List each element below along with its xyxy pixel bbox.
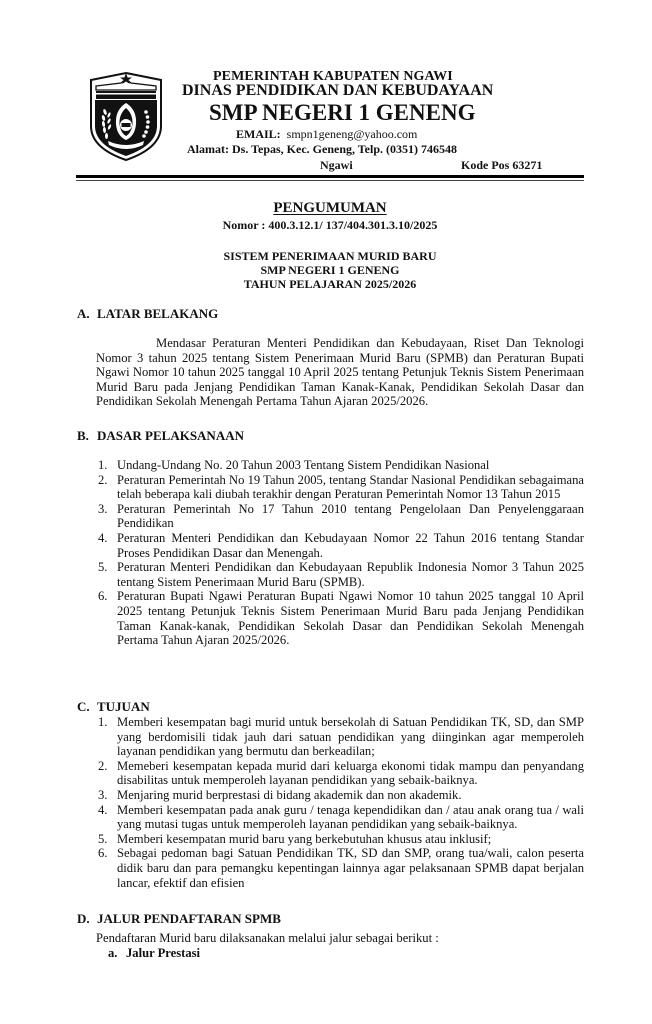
list-text: Peraturan Menteri Pendidikan dan Kebudayaan Nomor 22 Tahun 2016 tentang Standar Proses Pendidikan Dasar dan Menengah. (117, 530, 584, 560)
list-item (96, 458, 584, 473)
subsection-letter: a. (108, 946, 118, 960)
email-link[interactable]: smpn1geneng@yahoo.com (286, 127, 418, 141)
list-item (96, 715, 584, 759)
list-text: Sebagai pedoman bagi Satuan Pendidikan TK, SD dan SMP, orang tua/wali, calon peserta didik baru dan para pemangku kepentingan lainnya agar pelaksanaan SPMB dapat berjalan lancar, efektif dan efisien (117, 846, 584, 890)
subtitle-line: TAHUN PELAJARAN 2025/2026 (243, 277, 417, 291)
letterhead-city: Ngawi (320, 158, 353, 172)
paragraph-text: Mendasar Peraturan Menteri Pendidikan dan Kebudayaan, Riset Dan Teknologi Nomor 3 tahun 2025 tentang Sistem Penerimaan Murid Baru (SPMB) dan Peraturan Bupati Ngawi Nomor 10 tahun 2025 tanggal 10 April 2025 tentang Petunjuk Teknis Sistem Penerimaan Murid Baru pada Jenjang Pendidikan Taman Kanak-Kanak, Pendidikan Sekolah Dasar dan Pendidikan Sekolah Menengah Pertama Tahun Ajaran 2025/2026. (96, 336, 584, 409)
list-text: Memeberi kesempatan kepada murid dari keluarga ekonomi tidak mampu dan penyandang disabilitas untuk memperoleh layanan pendidikan yang sebaik-baiknya. (117, 758, 584, 788)
list-text: Peraturan Menteri Pendidikan dan Kebudayaan Republik Indonesia Nomor 3 Tahun 2025 tentang Sistem Penerimaan Murid Baru (SPMB). (117, 560, 584, 589)
section-d-heading (77, 911, 281, 927)
list-number: 1. (98, 715, 108, 729)
list-number: 1. (98, 458, 108, 472)
list-item (96, 473, 584, 502)
list-number: 2. (98, 758, 108, 773)
letterhead-postal-code: Kode Pos 63271 (461, 158, 543, 172)
list-text: Peraturan Bupati Ngawi Peraturan Bupati Ngawi Nomor 10 tahun 2025 tanggal 10 April 2025 tentang Petunjuk Teknis Sistem Penerimaan Murid Baru pada Jenjang Pendidikan Taman Kanak-kanak, Pendidikan Sekolah Dasar dan Pendidikan Sekolah Menengah Pertama Tahun Ajaran 2025/2026. (117, 589, 584, 648)
letterhead-department: DINAS PENDIDIKAN DAN KEBUDAYAAN (182, 82, 494, 99)
list-number: 4. (98, 802, 108, 817)
list-item (96, 846, 584, 890)
section-a-paragraph (96, 336, 584, 409)
list-text: Menjaring murid berprestasi di bidang akademik dan non akademik. (117, 787, 462, 802)
document-title-text: PENGUMUMAN (273, 200, 387, 216)
list-number: 5. (98, 831, 108, 846)
list-item (96, 832, 584, 847)
list-number: 3. (98, 787, 108, 802)
section-title: TUJUAN (97, 699, 150, 714)
section-title: DASAR PELAKSANAAN (97, 428, 244, 443)
list-item (96, 788, 584, 803)
section-letter: A. (77, 306, 90, 321)
letterhead-address: Alamat: Ds. Tepas, Kec. Geneng, Telp. (0351) 746548 (187, 142, 458, 156)
section-a-heading (77, 306, 218, 322)
list-item (96, 531, 584, 560)
section-c-heading (77, 699, 150, 715)
list-item (96, 759, 584, 788)
email-label: EMAIL: (236, 127, 281, 141)
list-number: 3. (98, 501, 108, 516)
list-number: 2. (98, 472, 108, 487)
list-number: 4. (98, 530, 108, 545)
letterhead-government: PEMERINTAH KABUPATEN NGAWI (213, 69, 453, 84)
subsection-a-heading (108, 946, 200, 961)
list-text: Peraturan Pemerintah No 17 Tahun 2010 tentang Pengelolaan Dan Penyelenggaraan Pendidikan (117, 501, 584, 531)
section-title: LATAR BELAKANG (97, 306, 219, 321)
subtitle-line: SMP NEGERI 1 GENENG (260, 263, 400, 277)
list-text: Peraturan Pemerintah No 19 Tahun 2005, tentang Standar Nasional Pendidikan sebagaimana telah beberapa kali diubah terakhir dengan Peraturan Pemerintah Nomor 13 Tahun 2015 (117, 472, 584, 502)
document-title (76, 200, 584, 217)
list-item (96, 589, 584, 647)
letterhead-school-name: SMP NEGERI 1 GENENG (209, 100, 476, 125)
subtitle-line: SISTEM PENERIMAAN MURID BARU (223, 249, 437, 263)
section-letter: C. (77, 699, 90, 714)
list-item (96, 803, 584, 832)
list-item (96, 560, 584, 589)
section-title: JALUR PENDAFTARAN SPMB (97, 911, 281, 926)
list-text: Memberi kesempatan bagi murid untuk bersekolah di Satuan Pendidikan TK, SD, dan SMP yang berdomisili tidak jauh dari satuan pendidikan yang diinginkan agar memperoleh layanan pendidikan yang bermutu dan berkeadilan; (117, 715, 584, 759)
list-number: 6. (98, 846, 108, 861)
section-letter: B. (77, 428, 89, 443)
list-number: 5. (98, 560, 108, 575)
subsection-title: Jalur Prestasi (126, 946, 201, 960)
list-item (96, 502, 584, 531)
section-c-list (96, 715, 584, 890)
coat-of-arms-logo-icon (88, 70, 164, 162)
section-d-intro: Pendaftaran Murid baru dilaksanakan melalui jalur sebagai berikut : (96, 931, 439, 945)
letterhead-email (236, 127, 417, 142)
list-text: Memberi kesempatan murid baru yang berkebutuhan khusus atau inklusif; (117, 831, 492, 846)
letterhead-divider-thick (76, 175, 584, 178)
list-number: 6. (98, 589, 108, 604)
section-b-heading (77, 428, 244, 444)
section-letter: D. (77, 911, 90, 926)
list-text: Undang-Undang No. 20 Tahun 2003 Tentang Sistem Pendidikan Nasional (117, 458, 490, 472)
document-number: Nomor : 400.3.12.1/ 137/404.301.3.10/2025 (222, 218, 438, 232)
list-text: Memberi kesempatan pada anak guru / tenaga kependidikan dan / atau anak orang tua / wali yang mutasi tugas untuk memperoleh layanan pendidikan yang sebaik-baiknya. (117, 802, 584, 832)
letterhead-divider-thin (76, 180, 584, 181)
section-b-list (96, 458, 584, 648)
